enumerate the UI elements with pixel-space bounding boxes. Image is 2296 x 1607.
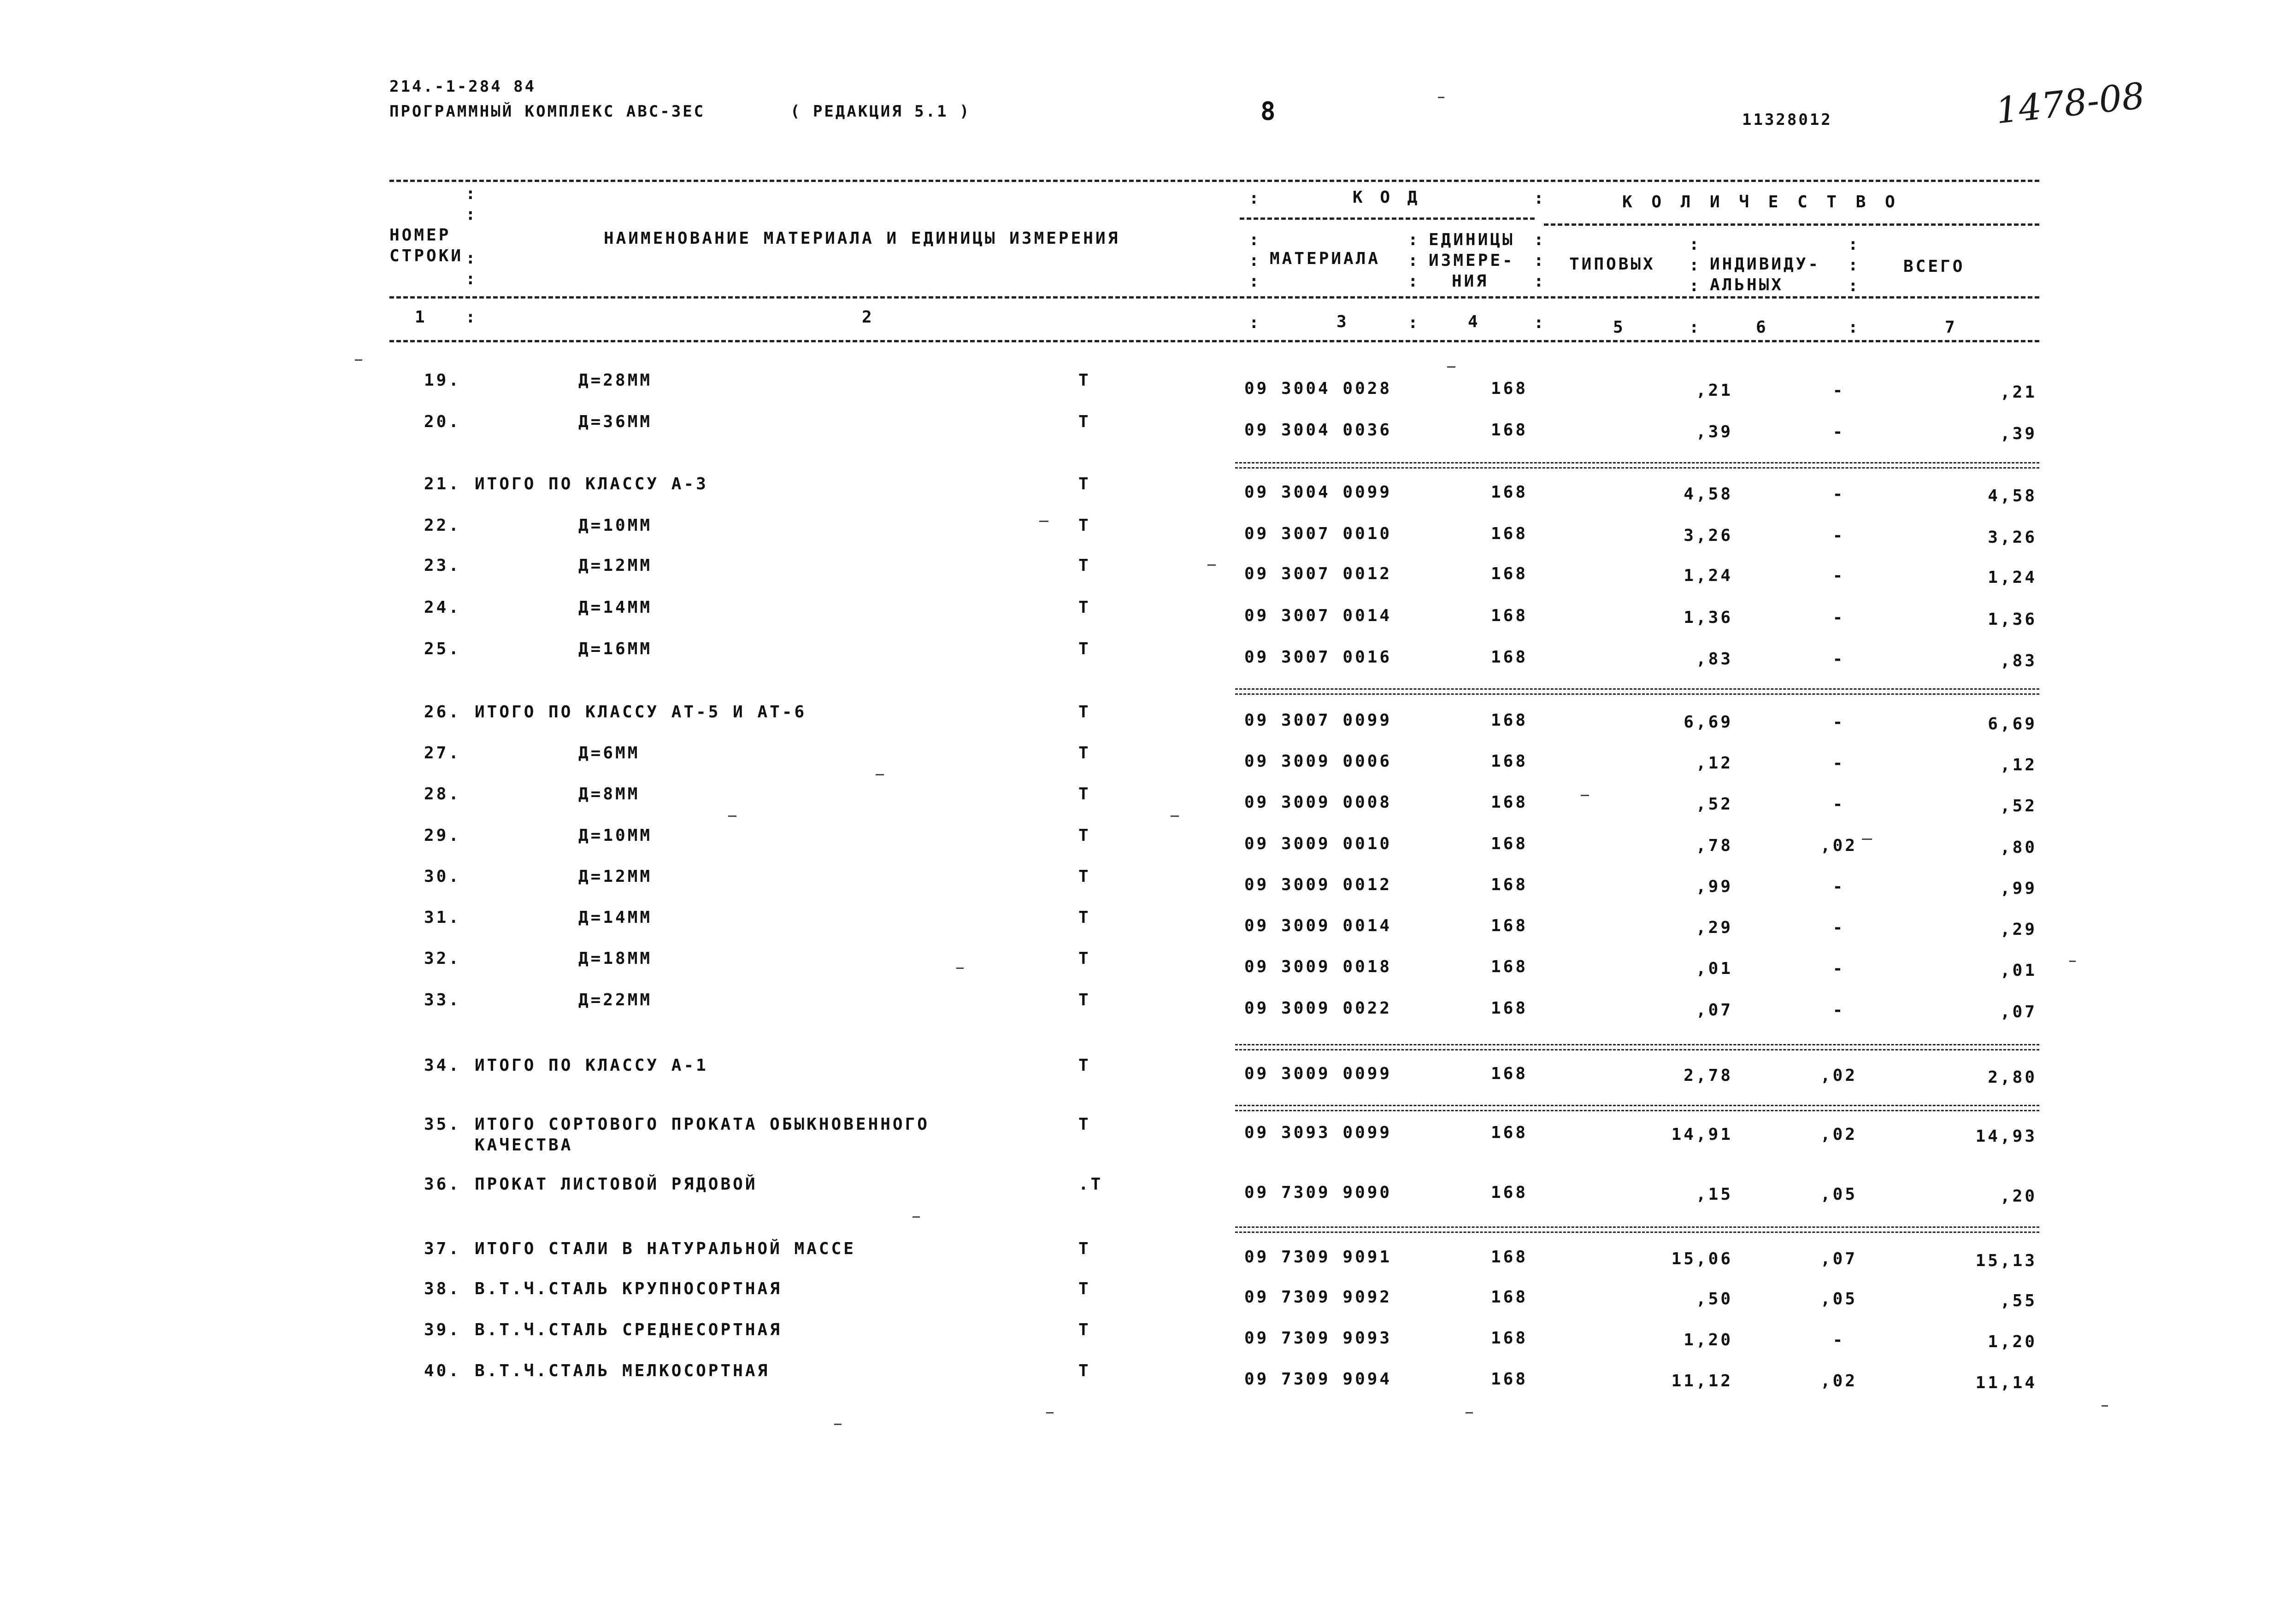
header-separator: : — [1534, 251, 1544, 270]
header-separator: : — [1534, 230, 1544, 249]
col-index-6: 6 — [1756, 318, 1768, 337]
header-separator: : — [1249, 251, 1259, 270]
header-separator: : — [1249, 313, 1259, 332]
qty-individual: ,05 — [1820, 1185, 1858, 1204]
qty-individual: ,07 — [1820, 1249, 1858, 1268]
col-index-1: 1 — [415, 308, 427, 327]
header-separator: : — [1408, 251, 1418, 270]
qty-total: 2,80 — [1988, 1068, 2037, 1087]
header-separator: : — [1848, 318, 1858, 337]
qty-total: 14,93 — [1975, 1127, 2037, 1146]
header-separator: : — [1249, 272, 1259, 291]
col-index-5: 5 — [1613, 318, 1625, 337]
qty-total: ,80 — [2000, 838, 2037, 857]
scan-speck — [728, 815, 736, 817]
scan-speck — [1862, 839, 1872, 840]
material-code: 09 7309 9090 — [1244, 1183, 1392, 1202]
material-name: Д=28ММ — [578, 371, 653, 390]
header-separator: : — [1689, 276, 1699, 295]
unit-code: 168 — [1491, 421, 1528, 440]
qty-total: ,21 — [2000, 383, 2037, 402]
material-code: 09 3004 0036 — [1244, 421, 1392, 440]
row-number-header-l1: НОМЕР — [389, 226, 451, 245]
table-row — [0, 744, 2296, 785]
material-name: ПРОКАТ ЛИСТОВОЙ РЯДОВОЙ — [475, 1175, 758, 1194]
unit-code: 168 — [1491, 834, 1528, 853]
scan-speck — [1207, 564, 1216, 566]
qty-total: ,83 — [2000, 651, 2037, 670]
scan-speck — [1466, 1412, 1473, 1413]
scan-speck — [1447, 366, 1455, 368]
row-number: 34. — [424, 1056, 461, 1075]
table-row — [0, 598, 2296, 639]
material-name: Д=12ММ — [578, 556, 653, 575]
material-code: 09 3004 0028 — [1244, 379, 1392, 398]
unit-code: 168 — [1491, 1329, 1528, 1348]
material-code: 09 3007 0010 — [1244, 524, 1392, 543]
unit-code: 168 — [1491, 1370, 1528, 1389]
table-row — [0, 639, 2296, 681]
subtotal-double-rule — [1235, 1226, 2039, 1233]
header-separator: : — [1408, 313, 1418, 332]
qty-total: ,39 — [2000, 424, 2037, 443]
header-bottom-rule — [389, 296, 2039, 299]
page-number: 8 — [1260, 97, 1276, 126]
material-code: 09 3009 0008 — [1244, 793, 1392, 812]
scan-speck — [913, 1216, 920, 1218]
qty-typical: ,21 — [1696, 381, 1733, 400]
table-row — [0, 1056, 2296, 1097]
qty-typical: 15,06 — [1671, 1249, 1733, 1268]
row-number: 26. — [424, 703, 461, 721]
unit-code: 168 — [1491, 606, 1528, 625]
qty-typical: ,12 — [1696, 754, 1733, 773]
document-id: 11328012 — [1742, 111, 1832, 129]
row-number: 36. — [424, 1175, 461, 1194]
unit-symbol: Т — [1078, 867, 1091, 886]
qty-individual: - — [1832, 1331, 1845, 1349]
quantity-group-header: К О Л И Ч Е С Т В О — [1622, 193, 1900, 211]
unit-code: 168 — [1491, 483, 1528, 502]
material-code: 09 7309 9093 — [1244, 1329, 1392, 1348]
qty-total: 1,20 — [1988, 1332, 2037, 1351]
qty-typical: 1,20 — [1684, 1331, 1733, 1349]
col-index-3: 3 — [1336, 312, 1349, 331]
qty-total: ,12 — [2000, 756, 2037, 774]
material-name: Д=36ММ — [578, 412, 653, 431]
qty-typical: ,01 — [1696, 959, 1733, 978]
unit-symbol: Т — [1078, 639, 1091, 658]
qty-typical: ,07 — [1696, 1001, 1733, 1020]
handwritten-inventory-mark: 1478-08 — [1994, 75, 2147, 132]
unit-code: 168 — [1491, 648, 1528, 667]
unit-code: 168 — [1491, 1123, 1528, 1142]
individual-header-l2: АЛЬНЫХ — [1710, 276, 1784, 294]
header-separator: : — [1249, 189, 1259, 208]
table-row — [0, 412, 2296, 454]
col-index-7: 7 — [1945, 318, 1957, 337]
qty-typical: ,83 — [1696, 650, 1733, 669]
scan-speck — [1581, 795, 1589, 796]
unit-code-header-l2: ИЗМЕРЕ- — [1429, 251, 1515, 270]
unit-symbol: Т — [1078, 785, 1091, 804]
row-number: 21. — [424, 475, 461, 493]
material-name-continuation: КАЧЕСТВА — [475, 1136, 573, 1155]
table-row — [0, 1320, 2296, 1362]
qty-typical: ,99 — [1696, 877, 1733, 896]
unit-symbol: Т — [1078, 1361, 1091, 1380]
qty-typical: 11,12 — [1671, 1372, 1733, 1390]
qty-individual: ,02 — [1820, 836, 1858, 855]
material-name: В.Т.Ч.СТАЛЬ МЕЛКОСОРТНАЯ — [475, 1361, 770, 1380]
header-separator: : — [465, 270, 476, 288]
material-name: Д=14ММ — [578, 908, 653, 927]
index-bottom-rule — [389, 340, 2039, 342]
unit-symbol: .Т — [1078, 1175, 1103, 1194]
individual-header-l1: ИНДИВИДУ- — [1710, 255, 1821, 274]
unit-symbol: Т — [1078, 908, 1091, 927]
scan-speck — [834, 1424, 842, 1425]
material-code: 09 3009 0022 — [1244, 999, 1392, 1018]
qty-individual: - — [1832, 526, 1845, 545]
qty-individual: - — [1832, 650, 1845, 669]
qty-total: ,55 — [2000, 1291, 2037, 1310]
table-row — [0, 1239, 2296, 1281]
subtotal-double-rule — [1235, 462, 2039, 469]
qty-typical: 2,78 — [1684, 1066, 1733, 1085]
table-row — [0, 785, 2296, 826]
material-code: 09 3004 0099 — [1244, 483, 1392, 502]
unit-symbol: Т — [1078, 475, 1091, 493]
table-row — [0, 1361, 2296, 1403]
table-row — [0, 949, 2296, 991]
subtotal-double-rule — [1235, 688, 2039, 695]
table-row — [0, 1175, 2296, 1216]
unit-symbol: Т — [1078, 598, 1091, 617]
header-separator: : — [1534, 272, 1544, 291]
qty-total: 4,58 — [1988, 487, 2037, 505]
qty-individual: - — [1832, 754, 1845, 773]
row-number: 25. — [424, 639, 461, 658]
material-code: 09 3007 0016 — [1244, 648, 1392, 667]
material-name: Д=10ММ — [578, 516, 653, 535]
row-number: 39. — [424, 1320, 461, 1339]
material-code: 09 3009 0099 — [1244, 1064, 1392, 1083]
col-index-4: 4 — [1468, 312, 1480, 331]
unit-code: 168 — [1491, 875, 1528, 894]
material-name: ИТОГО ПО КЛАССУ А-1 — [475, 1056, 708, 1075]
qty-typical: ,29 — [1696, 918, 1733, 937]
material-code: 09 7309 9091 — [1244, 1248, 1392, 1267]
table-row — [0, 826, 2296, 868]
row-number: 35. — [424, 1115, 461, 1134]
table-row — [0, 1115, 2296, 1156]
header-separator: : — [1408, 272, 1418, 291]
qty-individual: - — [1832, 485, 1845, 504]
row-number: 24. — [424, 598, 461, 617]
unit-code: 168 — [1491, 711, 1528, 730]
edition-label: ( РЕДАКЦИЯ 5.1 ) — [790, 102, 971, 121]
scan-speck — [1171, 815, 1179, 817]
header-separator: : — [465, 249, 476, 268]
header-separator: : — [465, 205, 476, 224]
material-code: 09 3009 0012 — [1244, 875, 1392, 894]
unit-symbol: Т — [1078, 556, 1091, 575]
header-separator: : — [1848, 256, 1858, 275]
qty-individual: ,02 — [1820, 1066, 1858, 1085]
scan-speck — [876, 774, 884, 775]
qty-total: 1,24 — [1988, 568, 2037, 587]
qty-total: 1,36 — [1988, 610, 2037, 629]
program-name: ПРОГРАММНЫЙ КОМПЛЕКС АВС-3ЕС — [389, 102, 706, 121]
unit-code: 168 — [1491, 1288, 1528, 1307]
unit-code: 168 — [1491, 999, 1528, 1018]
table-row — [0, 991, 2296, 1032]
material-name: Д=16ММ — [578, 639, 653, 658]
header-separator: : — [1689, 256, 1699, 275]
material-code: 09 3009 0018 — [1244, 957, 1392, 976]
col-index-2: 2 — [862, 308, 874, 327]
qty-total: 11,14 — [1975, 1373, 2037, 1392]
subtotal-double-rule — [1235, 1044, 2039, 1050]
unit-symbol: Т — [1078, 744, 1091, 762]
qty-typical: 6,69 — [1684, 713, 1733, 732]
unit-symbol: Т — [1078, 412, 1091, 431]
qty-individual: - — [1832, 381, 1845, 400]
unit-symbol: Т — [1078, 371, 1091, 390]
qty-typical: 1,24 — [1684, 566, 1733, 585]
unit-code: 168 — [1491, 752, 1528, 771]
unit-symbol: Т — [1078, 949, 1091, 968]
table-row — [0, 1279, 2296, 1321]
qty-typical: ,15 — [1696, 1185, 1733, 1204]
table-row — [0, 371, 2296, 412]
qty-individual: - — [1832, 713, 1845, 732]
unit-code-header-l1: ЕДИНИЦЫ — [1429, 230, 1515, 249]
qty-individual: - — [1832, 566, 1845, 585]
material-code: 09 7309 9092 — [1244, 1288, 1392, 1307]
material-name: ИТОГО СОРТОВОГО ПРОКАТА ОБЫКНОВЕННОГО — [475, 1115, 930, 1134]
header-separator: : — [465, 184, 476, 203]
qty-typical: ,52 — [1696, 795, 1733, 814]
row-number: 20. — [424, 412, 461, 431]
material-name: ИТОГО СТАЛИ В НАТУРАЛЬНОЙ МАССЕ — [475, 1239, 856, 1258]
qty-total: 6,69 — [1988, 715, 2037, 733]
subtotal-double-rule — [1235, 1105, 2039, 1111]
material-code: 09 3009 0014 — [1244, 916, 1392, 935]
material-name: Д=8ММ — [578, 785, 640, 804]
code-group-rule — [1240, 217, 1535, 220]
unit-code: 168 — [1491, 1183, 1528, 1202]
unit-code: 168 — [1491, 379, 1528, 398]
header-separator: : — [1689, 318, 1699, 337]
row-number: 37. — [424, 1239, 461, 1258]
unit-code: 168 — [1491, 793, 1528, 812]
table-row — [0, 475, 2296, 516]
qty-individual: ,02 — [1820, 1125, 1858, 1144]
table-row — [0, 867, 2296, 909]
qty-individual: - — [1832, 918, 1845, 937]
qty-individual: - — [1832, 795, 1845, 814]
qty-individual: ,05 — [1820, 1290, 1858, 1308]
unit-code: 168 — [1491, 1248, 1528, 1267]
scan-speck — [1438, 97, 1444, 98]
quantity-group-rule — [1544, 223, 2039, 226]
qty-total: ,20 — [2000, 1187, 2037, 1206]
scan-speck — [355, 359, 362, 361]
header-separator: : — [465, 308, 476, 327]
qty-total: ,01 — [2000, 961, 2037, 980]
row-number: 38. — [424, 1279, 461, 1298]
scan-speck — [956, 968, 964, 969]
qty-individual: - — [1832, 422, 1845, 441]
material-name: В.Т.Ч.СТАЛЬ КРУПНОСОРТНАЯ — [475, 1279, 782, 1298]
unit-symbol: Т — [1078, 991, 1091, 1009]
header-separator: : — [1534, 189, 1544, 208]
qty-total: ,07 — [2000, 1003, 2037, 1021]
unit-code-header-l3: НИЯ — [1452, 272, 1489, 291]
row-number: 33. — [424, 991, 461, 1009]
row-number-header-l2: СТРОКИ — [389, 246, 464, 265]
unit-code: 168 — [1491, 916, 1528, 935]
qty-total: ,99 — [2000, 879, 2037, 898]
header-separator: : — [1249, 230, 1259, 249]
unit-code: 168 — [1491, 564, 1528, 583]
material-code: 09 3007 0099 — [1244, 711, 1392, 730]
unit-symbol: Т — [1078, 1320, 1091, 1339]
scan-speck — [2069, 961, 2076, 962]
header-separator: : — [1408, 230, 1418, 249]
material-code: 09 3007 0012 — [1244, 564, 1392, 583]
material-name: ИТОГО ПО КЛАССУ А-3 — [475, 475, 708, 493]
scan-speck — [2102, 1405, 2108, 1407]
material-name: Д=22ММ — [578, 991, 653, 1009]
header-separator: : — [1848, 235, 1858, 254]
unit-symbol: Т — [1078, 826, 1091, 845]
scan-speck — [1046, 1412, 1054, 1413]
unit-symbol: Т — [1078, 1115, 1091, 1134]
unit-symbol: Т — [1078, 1279, 1091, 1298]
qty-individual: - — [1832, 877, 1845, 896]
unit-symbol: Т — [1078, 1056, 1091, 1075]
qty-typical: 3,26 — [1684, 526, 1733, 545]
qty-total: 15,13 — [1975, 1251, 2037, 1270]
unit-code: 168 — [1491, 524, 1528, 543]
header-separator: : — [1848, 276, 1858, 295]
row-number: 23. — [424, 556, 461, 575]
material-name: ИТОГО ПО КЛАССУ АТ-5 И АТ-6 — [475, 703, 807, 721]
qty-typical: 1,36 — [1684, 608, 1733, 627]
qty-typical: 4,58 — [1684, 485, 1733, 504]
row-number: 40. — [424, 1361, 461, 1380]
row-number: 29. — [424, 826, 461, 845]
table-row — [0, 703, 2296, 744]
row-number: 30. — [424, 867, 461, 886]
qty-individual: - — [1832, 1001, 1845, 1020]
code-group-header: К О Д — [1353, 188, 1421, 207]
qty-total: ,29 — [2000, 920, 2037, 939]
total-header: ВСЕГО — [1903, 257, 1965, 276]
qty-total: 3,26 — [1988, 528, 2037, 547]
typical-header: ТИПОВЫХ — [1569, 255, 1655, 274]
material-code-header: МАТЕРИАЛА — [1270, 249, 1381, 268]
material-name: В.Т.Ч.СТАЛЬ СРЕДНЕСОРТНАЯ — [475, 1320, 782, 1339]
row-number: 28. — [424, 785, 461, 804]
material-code: 09 3009 0010 — [1244, 834, 1392, 853]
table-row — [0, 556, 2296, 598]
material-name: Д=6ММ — [578, 744, 640, 762]
qty-individual: - — [1832, 608, 1845, 627]
material-code: 09 3009 0006 — [1244, 752, 1392, 771]
unit-symbol: Т — [1078, 703, 1091, 721]
unit-symbol: Т — [1078, 1239, 1091, 1258]
material-name: Д=14ММ — [578, 598, 653, 617]
row-number: 22. — [424, 516, 461, 535]
unit-code: 168 — [1491, 1064, 1528, 1083]
unit-symbol: Т — [1078, 516, 1091, 535]
row-number: 31. — [424, 908, 461, 927]
qty-typical: 14,91 — [1671, 1125, 1733, 1144]
material-name: Д=12ММ — [578, 867, 653, 886]
qty-typical: ,50 — [1696, 1290, 1733, 1308]
header-separator: : — [1534, 313, 1544, 332]
document-code: 214.-1-284 84 — [389, 77, 536, 96]
material-code: 09 3093 0099 — [1244, 1123, 1392, 1142]
qty-typical: ,78 — [1696, 836, 1733, 855]
row-number: 27. — [424, 744, 461, 762]
qty-individual: ,02 — [1820, 1372, 1858, 1390]
material-name: Д=10ММ — [578, 826, 653, 845]
unit-code: 168 — [1491, 957, 1528, 976]
qty-individual: - — [1832, 959, 1845, 978]
row-number: 32. — [424, 949, 461, 968]
table-row — [0, 516, 2296, 557]
material-code: 09 7309 9094 — [1244, 1370, 1392, 1389]
qty-typical: ,39 — [1696, 422, 1733, 441]
table-row — [0, 908, 2296, 950]
qty-total: ,52 — [2000, 797, 2037, 815]
row-number: 19. — [424, 371, 461, 390]
name-column-header: НАИМЕНОВАНИЕ МАТЕРИАЛА И ЕДИНИЦЫ ИЗМЕРЕНИЯ — [604, 229, 1120, 248]
table-top-rule — [389, 180, 2039, 182]
material-code: 09 3007 0014 — [1244, 606, 1392, 625]
scan-speck — [1039, 521, 1048, 522]
material-name: Д=18ММ — [578, 949, 653, 968]
header-separator: : — [1689, 235, 1699, 254]
